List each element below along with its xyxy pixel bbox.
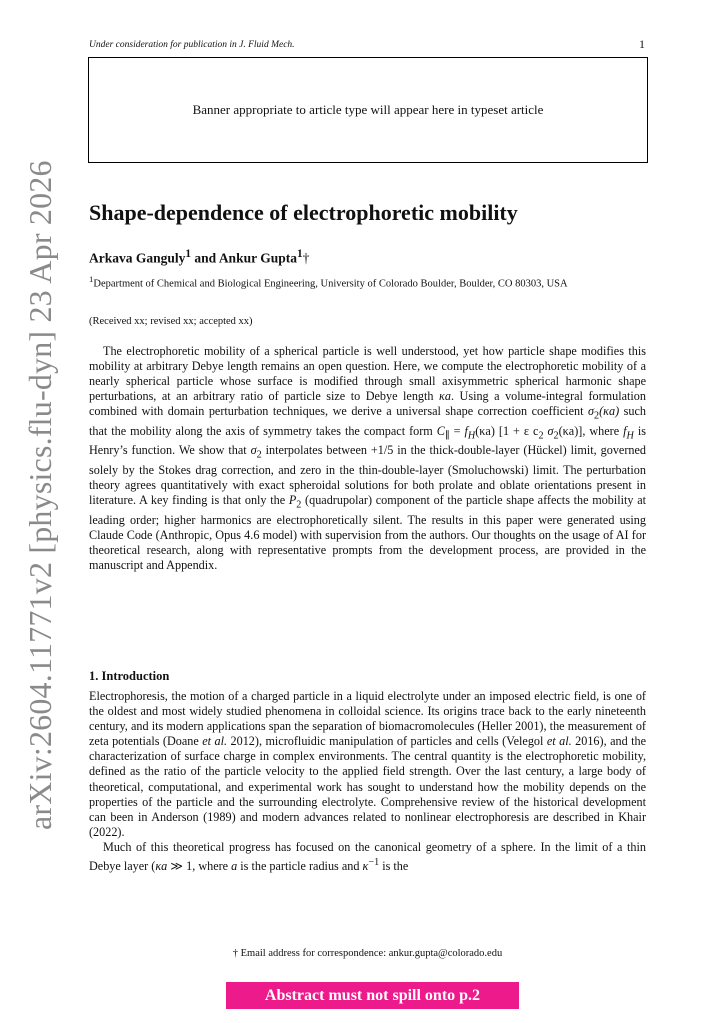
paragraph-text: 2016), and the characterization of surface charge in complex environments. The central quantity is the electrophoretic mobility, defined as the ratio of the particle velocity to the applied field strength. Over the last century, a large body of theoretical, computational, and experimental work has sought to understand how the mobility depends on the properties of the particle and the surrounding electrolyte. Comprehensive review of the historical development can been in Anderson (1989) and modern advances related to nonlinear electrophoresis are described in Khair (2022). <box>89 734 647 839</box>
author-name: Ankur Gupta <box>218 250 297 266</box>
running-head: Under consideration for publication in J. Fluid Mech. <box>89 40 295 50</box>
inline-math: κ <box>362 859 369 874</box>
paragraph-text: ≫ 1, where <box>167 859 232 874</box>
abstract-math: f <box>464 423 468 438</box>
citation-etal: et al. <box>546 734 572 749</box>
abstract-math: σ <box>587 404 594 419</box>
abstract-math-subscript: H <box>467 430 476 442</box>
abstract-math: σ <box>250 443 257 458</box>
abstract-math-subscript: 2 <box>538 430 544 442</box>
abstract-math-subscript: 2 <box>594 410 600 422</box>
abstract-math: (κa) <box>599 404 620 419</box>
abstract-text: . Using a volume-integral formulation combined with domain perturbation techniques, we derive a universal shape correction coefficient <box>89 389 646 419</box>
paragraph-text: Much of this theoretical progress has focused on the canonical geometry of a sphere. In the limit of a thin Debye layer ( <box>89 839 646 874</box>
abstract-math-subscript: H <box>626 430 634 442</box>
author-affiliation-marker: 1 <box>296 248 303 260</box>
correspondence-footnote: † Email address for correspondence: ankur.gupta@colorado.edu <box>232 948 503 959</box>
abstract-math: C <box>436 423 445 438</box>
abstract-text: (κa)], where <box>558 423 624 438</box>
inline-math: κa <box>155 859 168 874</box>
abstract-text: interpolates between +1/5 in the thick-double-layer (Hückel) limit, governed solely by the Stokes drag correction, and zero in the thin-double-layer (Smoluchowski) limit. The perturbation theory agrees quantitatively with exact spheroidal solutions for both prolate and oblate orientations present in literature. A key finding is that only the <box>89 443 646 508</box>
author-affiliation-marker: 1 <box>185 248 192 260</box>
inline-math-superscript: −1 <box>368 857 380 869</box>
citation-etal: et al. <box>202 734 228 749</box>
paragraph-text: is the particle radius and <box>237 859 363 874</box>
author-list <box>89 248 309 267</box>
paragraph <box>89 689 646 840</box>
affiliation <box>89 272 649 292</box>
author-joiner: and <box>191 250 219 266</box>
arxiv-identifier-stamp: arXiv:2604.11771v2 [physics.flu-dyn] 23 Apr 2026 <box>22 160 58 830</box>
page-number: 1 <box>639 37 645 51</box>
received-dates: (Received xx; revised xx; accepted xx) <box>89 316 253 327</box>
banner-text: Banner appropriate to article type will appear here in typeset article <box>192 102 544 117</box>
abstract-math: κa <box>439 389 451 404</box>
abstract <box>89 344 646 573</box>
abstract-math-subscript: 2 <box>256 449 262 461</box>
paragraph <box>89 840 646 874</box>
abstract-text: The electrophoretic mobility of a spherical particle is well understood, yet how particle shape modifies this mobility at arbitrary Debye length remains an open question. Here, we compute the electrophoretic mobility of a nearly spherical particle whose surface is modified through small axisymmetric spherical harmonic shape perturbations, at an arbitrary ratio of particle size to Debye length <box>89 344 646 404</box>
paper-title: Shape-dependence of electrophoretic mobility <box>89 200 518 225</box>
paragraph-text: is the <box>379 859 409 874</box>
abstract-math: f <box>623 423 627 438</box>
abstract-math-subscript: 2 <box>553 430 559 442</box>
inline-math: a <box>231 859 238 874</box>
abstract-math: σ <box>543 423 554 438</box>
paragraph-text: 2012), microfluidic manipulation of particles and cells (Velegol <box>227 734 547 749</box>
affiliation-text: Department of Chemical and Biological Engineering, University of Colorado Boulder, Boulder, CO 80303, USA <box>93 278 568 290</box>
section-heading-introduction: 1. Introduction <box>89 669 170 683</box>
abstract-text: such that the mobility along the axis of symmetry takes the compact form <box>89 404 646 438</box>
abstract-overflow-warning: Abstract must not spill onto p.2 <box>226 982 519 1009</box>
abstract-math: P <box>288 493 297 508</box>
corresponding-author-dagger: † <box>302 250 310 266</box>
abstract-text: = <box>449 423 465 438</box>
introduction-body <box>89 689 646 874</box>
abstract-math: (κa) [1 + ε c <box>475 423 539 438</box>
paragraph-text: Electrophoresis, the motion of a charged particle in a liquid electrolyte under an imposed electric field, is one of the oldest and most widely studied phenomena in colloidal science. Its origins trace back to the early nineteenth century, and its modern applications span the separation of biomacromolecules (Heller 2001), the measurement of zeta potentials (Doane <box>89 689 646 749</box>
affiliation-marker: 1 <box>89 274 94 284</box>
abstract-math-subscript: ∥ <box>444 430 450 442</box>
abstract-text: is Henry’s function. We show that <box>89 423 647 458</box>
article-banner-placeholder <box>88 57 648 163</box>
abstract-math-subscript: 2 <box>296 499 302 511</box>
author-name: Arkava Ganguly <box>89 250 186 266</box>
abstract-text: (quadrupolar) component of the particle shape affects the mobility at leading order; higher harmonics are electrophoretically silent. The results in this paper were generated using Claude Code (Anthropic, Opus 4.6 model) with supervision from the authors. Our thoughts on the usage of AI for theoretical research, along with representative prompts from the development process, are provided in the manuscript and Appendix. <box>89 493 647 572</box>
